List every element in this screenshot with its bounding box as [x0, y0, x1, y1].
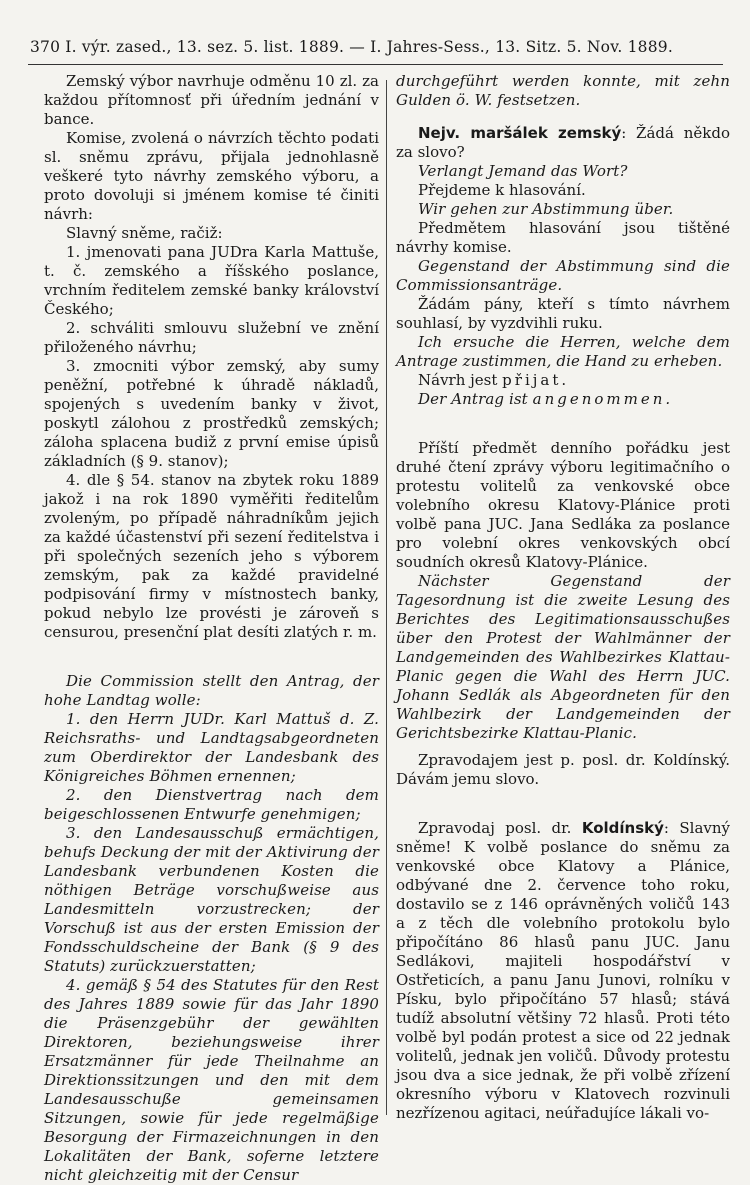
speaker-intro: Zpravodaj posl. dr. [418, 819, 582, 837]
list-item: 4. dle § 54. stanov na zbytek roku 1889 jakož i na rok 1890 vyměřiti ředitelům zvoleným, po případě náhradníkům jejich za každé účastenství při sezení ředitelstva i při společných sezeních jeho s výborem zemským, pak za každé pravidelné podpisování firmy v místnostech banky, pokud nebylo lze provésti je zároveň s censurou, presenční plat desíti zlatých r. m. [44, 471, 379, 641]
paragraph: Zemský výbor navrhuje odměnu 10 zl. za každou přítomnosť při úředním jednání v bance. [44, 72, 379, 128]
paragraph: Předmětem hlasování jsou tištěné návrhy komise. [396, 219, 730, 256]
running-head: 370 I. výr. zased., 13. sez. 5. list. 1889. — I. Jahres-Sess., 13. Sitz. 5. Nov. 1889. [30, 38, 673, 56]
result-verdict: angenommen. [532, 390, 674, 408]
speaker-text: : Žádá někdo za slovo? [396, 124, 730, 161]
paragraph-german: Verlangt Jemand das Wort? [418, 162, 628, 180]
header-rule [28, 64, 723, 65]
paragraph-german: Nächster Gegenstand der Tagesordnung ist die zweite Lesung des Berichtes des Legitimationsausschußes über den Protest der Wahlmänner der Landgemeinden des Wahlbezirkes Klattau-Planic gegen die Wahl des Herrn JUC. Johann Sedlák als Abgeordneten für den Wahlbezirk der Landgemeinden der Gerichtsbezirke Klattau-Planic. [396, 572, 730, 742]
list-item-german: 3. den Landesausschuß ermächtigen, behufs Deckung der mit der Aktivirung der Landesbank verbundenen Kosten die nöthigen Beträge vorschußweise aus Landesmitteln vorzustrecken; der Vorschuß ist aus der ersten Emission der Fondsschuldscheine der Bank (§ 9 des Statuts) zurückzuerstatten; [44, 824, 379, 975]
paragraph-german: Gegenstand der Abstimmung sind die Commissionsanträge. [396, 257, 730, 294]
result-text: Návrh jest [418, 371, 503, 389]
right-column [396, 72, 730, 1123]
list-item: 3. zmocniti výbor zemský, aby sumy peněžní, potřebné k úhradě nákladů, spojených s uvedením banky v život, poskytl zálohou z prostředků zemských; záloha splacena budiž z první emise úpisů základních (§ 9. stanov); [44, 357, 379, 470]
list-item-german: 4. gemäß § 54 des Statutes für den Rest des Jahres 1889 sowie für das Jahr 1890 die Präsenzgebühr der gewählten Direktoren, beziehungsweise ihrer Ersatzmänner für jede Theilnahme an Direktionssitzungen und den mit dem Landesausschuße gemeinsamen Sitzungen, sowie für jede regelmäßige Besorgung der Firmazeichnungen in den Lokalitäten der Bank, soferne letztere nicht gleichzeitig mit der Censur [44, 976, 379, 1184]
result-line-german [396, 390, 730, 409]
paragraph-german: Die Commission stellt den Antrag, der hohe Landtag wolle: [44, 672, 379, 709]
result-line [396, 371, 730, 390]
spacer [396, 409, 730, 439]
list-item: 1. jmenovati pana JUDra Karla Mattuše, t. č. zemského a říšského poslance, vrchním ředitelem zemské banky království Českého; [44, 243, 379, 318]
speaker-text: : Slavný sněme! K volbě poslance do sněmu za venkovské obce Klatovy a Plánice, odbývané dne 2. července toho roku, dostavilo se z 146 oprávněných voličů 143 a z těch dle volebního protokolu bylo připočítáno 86 hlasů panu JUC. Janu Sedlákovi, majiteli hospodářství v Ostřeticích, a panu Janu Junovi, rolníku v Písku, bylo připočítáno 57 hlasů; stává tudíž absolutní většiny 72 hlasů. Proti této volbě byl podán protest a sice od 22 jednak volitelů, jednak jen voličů. Důvody protestu jsou dva a sice jednak, že při volbě zřízení okresního výboru v Klatovech rozvinuli nezřízenou agitaci, neúřadujíce lákali vo- [396, 819, 730, 1122]
paragraph-german: durchgeführt werden konnte, mit zehn Gulden ö. W. festsetzen. [396, 72, 730, 109]
list-item-german: 2. den Dienstvertrag nach dem beigeschlossenen Entwurfe genehmigen; [44, 786, 379, 823]
paragraph: Žádám pány, kteří s tímto návrhem souhlasí, by vyzdvihli ruku. [396, 295, 730, 332]
paragraph: Přejdeme k hlasování. [418, 181, 586, 199]
column-divider [386, 80, 387, 1115]
paragraph: Zpravodajem jest p. posl. dr. Koldínský. Dávám jemu slovo. [396, 751, 730, 788]
list-item: 2. schváliti smlouvu služební ve znění přiloženého návrhu; [44, 319, 379, 356]
paragraph: Slavný sněme, račiž: [66, 224, 223, 242]
spacer [396, 110, 730, 124]
speaker-name: Nejv. maršálek zemský [418, 124, 622, 142]
spacer [396, 743, 730, 751]
paragraph-german: Ich ersuche die Herren, welche dem Antrage zustimmen, die Hand zu erheben. [396, 333, 730, 370]
spacer [44, 642, 379, 672]
result-text: Der Antrag ist [418, 390, 533, 408]
left-column [44, 72, 379, 1185]
paragraph: Komise, zvolená o návrzích těchto podati sl. sněmu zprávu, přijala jednohlasně veškeré tyto návrhy zemského výboru, a proto dovoluji si jménem komise té činiti návrh: [44, 129, 379, 223]
result-verdict: přijat. [502, 371, 570, 389]
paragraph: Příští předmět denního pořádku jest druhé čtení zprávy výboru legitimačního o protestu volitelů za venkovské obce volebního okresu Klatovy-Plánice proti volbě pana JUC. Jana Sedláka za poslance pro volební okres venkovských obcí soudních okresů Klatovy-Plánice. [396, 439, 730, 571]
list-item-german: 1. den Herrn JUDr. Karl Mattuš d. Z. Reichsraths- und Landtagsabgeordneten zum Oberdirektor der Landesbank des Königreiches Böhmen ernennen; [44, 710, 379, 785]
spacer [396, 789, 730, 819]
paragraph-german: Wir gehen zur Abstimmung über. [418, 200, 674, 218]
speaker-name: Koldínský [581, 819, 664, 837]
speaker-paragraph [396, 124, 730, 162]
speaker-paragraph [396, 819, 730, 1123]
